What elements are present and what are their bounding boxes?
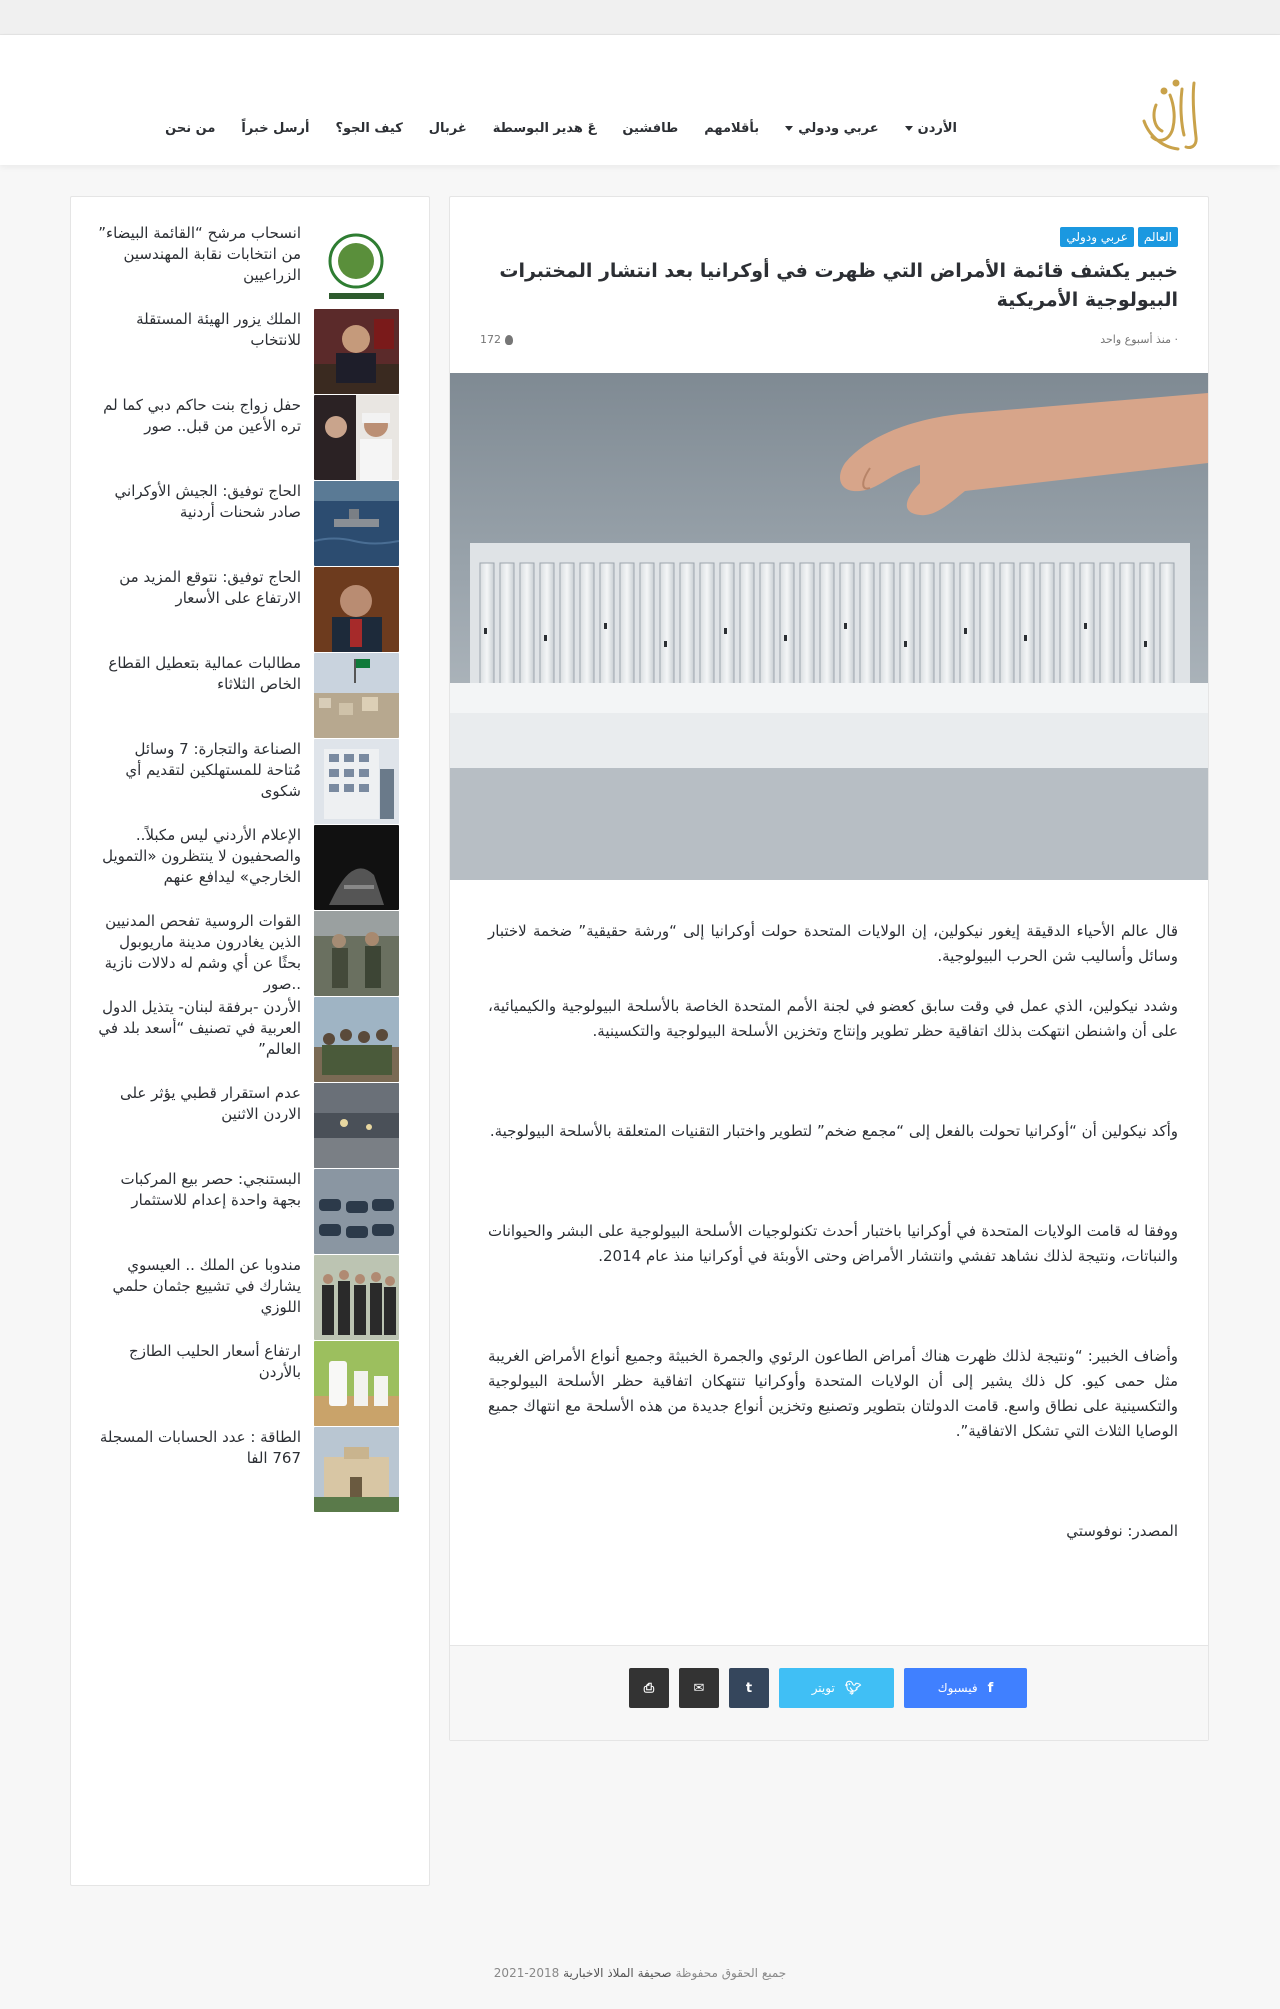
share-tumblr-button[interactable] bbox=[729, 1668, 769, 1708]
sidebar-post[interactable] bbox=[94, 223, 399, 309]
sidebar-post-title[interactable]: الصناعة والتجارة: 7 وسائل مُتاحة للمستهلكين لتقديم أي شكوى bbox=[125, 740, 301, 800]
nav-item-ghirbal[interactable]: غربال bbox=[428, 121, 467, 136]
test-tubes-photo bbox=[450, 373, 1208, 880]
article-paragraph: ووفقا له قامت الولايات المتحدة في أوكرانيا باختبار أحدث تكنولوجيات الأسلحة البيولوجية على البشر والحيوانات والنباتات، ونتيجة لذلك نشاهد تفشي وانتشار الأمراض وحتى الأوبئة في أوكرانيا منذ عام 2014. bbox=[488, 1222, 1178, 1265]
print-button[interactable] bbox=[629, 1668, 669, 1708]
sidebar-post-title[interactable]: مندوبا عن الملك .. العيسوي يشارك في تشييع جثمان حلمي اللوزي bbox=[112, 1256, 301, 1316]
nav-item-send-news[interactable]: أرسل خبراً bbox=[241, 121, 310, 136]
article-title: خبير يكشف قائمة الأمراض التي ظهرت في أوكرانيا بعد انتشار المختبرات البيولوجية الأمريكية bbox=[499, 260, 1178, 311]
main-nav bbox=[152, 121, 970, 136]
sidebar-post[interactable] bbox=[94, 653, 399, 739]
share-buttons bbox=[629, 1668, 1027, 1708]
chevron-down-icon bbox=[785, 126, 793, 131]
nav-item-bus[interactable]: عَ هدير البوسطة bbox=[492, 121, 597, 136]
article-hero-image bbox=[450, 373, 1208, 880]
sidebar-post-title[interactable]: الأردن -برفقة لبنان- يتذيل الدول العربية في تصنيف “أسعد بلد في العالم” bbox=[98, 998, 301, 1058]
sidebar-post[interactable] bbox=[94, 1083, 399, 1169]
sidebar-post-thumbnail[interactable] bbox=[314, 481, 399, 566]
sidebar-post-thumbnail[interactable] bbox=[314, 223, 399, 308]
sidebar-post-thumbnail[interactable] bbox=[314, 567, 399, 652]
article-categories bbox=[1060, 227, 1178, 247]
sidebar-post-thumbnail[interactable] bbox=[314, 1427, 399, 1512]
logo-calligraphy-icon bbox=[1134, 75, 1212, 155]
sidebar-post-title[interactable]: عدم استقرار قطبي يؤثر على الاردن الاثنين bbox=[119, 1084, 301, 1123]
sidebar-post-thumbnail[interactable] bbox=[314, 1169, 399, 1254]
sidebar-post[interactable] bbox=[94, 739, 399, 825]
site-footer: جميع الحقوق محفوظة صحيفة الملاذ الاخبارية 2018-2021 bbox=[493, 1966, 787, 1980]
sidebar-post[interactable] bbox=[94, 481, 399, 567]
sidebar-post-title[interactable]: القوات الروسية تفحص المدنيين الذين يغادرون مدينة ماريوبول بحثًا عن أي وشم له دلالات نازية ..صور bbox=[104, 912, 301, 993]
sidebar-post-title[interactable]: حفل زواج بنت حاكم دبي كما لم تره الأعين من قبل.. صور bbox=[103, 396, 301, 435]
sidebar-post-thumbnail[interactable] bbox=[314, 739, 399, 824]
share-facebook-button[interactable]: f فيسبوك bbox=[904, 1668, 1027, 1708]
sidebar-post-title[interactable]: الطاقة : عدد الحسابات المسجلة 767 الفا bbox=[99, 1428, 301, 1467]
facebook-icon: f bbox=[987, 1680, 994, 1696]
sidebar-post[interactable] bbox=[94, 1255, 399, 1341]
sidebar-post-thumbnail[interactable] bbox=[314, 395, 399, 480]
sidebar-post-title[interactable]: ارتفاع أسعار الحليب الطازج بالأردن bbox=[129, 1342, 301, 1381]
category-badge-arab[interactable]: عربي ودولي bbox=[1060, 227, 1134, 247]
sidebar-post-thumbnail[interactable] bbox=[314, 1083, 399, 1168]
recent-posts-sidebar bbox=[70, 196, 430, 1886]
view-count: 172 bbox=[480, 333, 513, 346]
sidebar-post-title[interactable]: الحاج توفيق: الجيش الأوكراني صادر شحنات أردنية bbox=[114, 482, 301, 521]
sidebar-post[interactable] bbox=[94, 309, 399, 395]
article-paragraph: وأضاف الخبير: “ونتيجة لذلك ظهرت هناك أمراض الطاعون الرئوي والجمرة الخبيثة وجميع أنواع الأمراض الغريبة مثل حمى كيو. كل ذلك يشير إلى أن الولايات المتحدة وأوكرانيا تنتهكان اتفاقية حظر الأسلحة البيولوجية والتكسينية على نطاق واسع. قامت الدولتان بتطوير وتصنيع وتخزين أنواع جديدة من هذه الأسلحة مع انتهاك جميع الوصايا الثلاث التي تشكل الاتفاقية”. bbox=[488, 1347, 1178, 1440]
nav-item-jordan[interactable]: الأردن bbox=[892, 121, 970, 136]
sidebar-post-title[interactable]: الإعلام الأردني ليس مكبلاً.. والصحفيون لا ينتظرون «التمويل الخارجي» ليدافع عنهم bbox=[102, 826, 301, 886]
print-icon: ⎙ bbox=[643, 1680, 655, 1696]
sidebar-post-thumbnail[interactable] bbox=[314, 1341, 399, 1426]
sidebar-post[interactable] bbox=[94, 825, 399, 911]
category-badge-world[interactable]: العالم bbox=[1138, 227, 1178, 247]
sidebar-post-thumbnail[interactable] bbox=[314, 997, 399, 1082]
sidebar-post-thumbnail[interactable] bbox=[314, 911, 399, 996]
sidebar-post[interactable] bbox=[94, 395, 399, 481]
twitter-icon: 🐦︎ bbox=[844, 1680, 862, 1696]
sidebar-post[interactable] bbox=[94, 1427, 399, 1513]
article-date: · منذ أسبوع واحد bbox=[1100, 333, 1178, 346]
email-icon: ✉︎ bbox=[693, 1680, 705, 1696]
tumblr-icon: t bbox=[745, 1680, 753, 1696]
chevron-down-icon bbox=[905, 126, 913, 131]
article-paragraph: قال عالم الأحياء الدقيقة إيغور نيكولين، إن الولايات المتحدة حولت أوكرانيا إلى “ورشة حقيقية” ضخمة لاختبار وسائل وأساليب شن الحرب البيولوجية. bbox=[488, 922, 1178, 965]
nav-item-about[interactable]: من نحن bbox=[165, 121, 216, 136]
nav-item-tafsheen[interactable]: طافشين bbox=[622, 121, 679, 136]
sidebar-post-thumbnail[interactable] bbox=[314, 309, 399, 394]
article-meta bbox=[480, 333, 1178, 346]
sidebar-post-title[interactable]: الملك يزور الهيئة المستقلة للانتخاب bbox=[136, 310, 301, 349]
site-logo[interactable] bbox=[1134, 75, 1212, 155]
sidebar-post[interactable] bbox=[94, 1169, 399, 1255]
article-paragraph: وأكد نيكولين أن “أوكرانيا تحولت بالفعل إلى “مجمع ضخم” لتطوير واختبار التقنيات المتعلقة بالأسلحة البيولوجية. bbox=[489, 1122, 1178, 1140]
sidebar-post[interactable] bbox=[94, 997, 399, 1083]
sidebar-post-thumbnail[interactable] bbox=[314, 1255, 399, 1340]
sidebar-post-thumbnail[interactable] bbox=[314, 825, 399, 910]
article-paragraph: وشدد نيكولين، الذي عمل في وقت سابق كعضو في لجنة الأمم المتحدة الخاصة بالأسلحة البيولوجية والكيميائية، على أن واشنطن انتهكت بذلك اتفاقية حظر تطوير وإنتاج وتخزين الأسلحة البيولوجية والتكسينية. bbox=[488, 997, 1178, 1040]
share-bar bbox=[450, 1645, 1208, 1740]
article-panel bbox=[449, 196, 1209, 1741]
article-body bbox=[488, 919, 1178, 1544]
share-twitter-button[interactable]: 🐦︎ تويتر bbox=[779, 1668, 894, 1708]
site-header bbox=[0, 35, 1280, 165]
sidebar-post[interactable] bbox=[94, 567, 399, 653]
sidebar-post-thumbnail[interactable] bbox=[314, 653, 399, 738]
sidebar-post[interactable] bbox=[94, 911, 399, 997]
nav-item-weather[interactable]: كيف الجو؟ bbox=[335, 121, 403, 136]
article-source: المصدر: نوفوستي bbox=[1066, 1522, 1178, 1540]
sidebar-post-title[interactable]: انسحاب مرشح “القائمة البيضاء” من انتخابات نقابة المهندسين الزراعيين bbox=[98, 224, 301, 284]
sidebar-post-title[interactable]: مطالبات عمالية بتعطيل القطاع الخاص الثلاثاء bbox=[108, 654, 301, 693]
sidebar-post-title[interactable]: الحاج توفيق: نتوقع المزيد من الارتفاع على الأسعار bbox=[119, 568, 301, 607]
sidebar-post-title[interactable]: البستنجي: حصر بيع المركبات بجهة واحدة إعدام للاستثمار bbox=[120, 1170, 301, 1209]
nav-item-arab-world[interactable]: عربي ودولي bbox=[772, 121, 891, 136]
sidebar-post[interactable] bbox=[94, 1341, 399, 1427]
share-email-button[interactable] bbox=[679, 1668, 719, 1708]
footer-site-link[interactable]: صحيفة الملاذ الاخبارية bbox=[563, 1966, 672, 1980]
fire-icon bbox=[505, 335, 513, 345]
top-bar bbox=[0, 0, 1280, 35]
nav-item-opinions[interactable]: بأقلامهم bbox=[704, 121, 760, 136]
